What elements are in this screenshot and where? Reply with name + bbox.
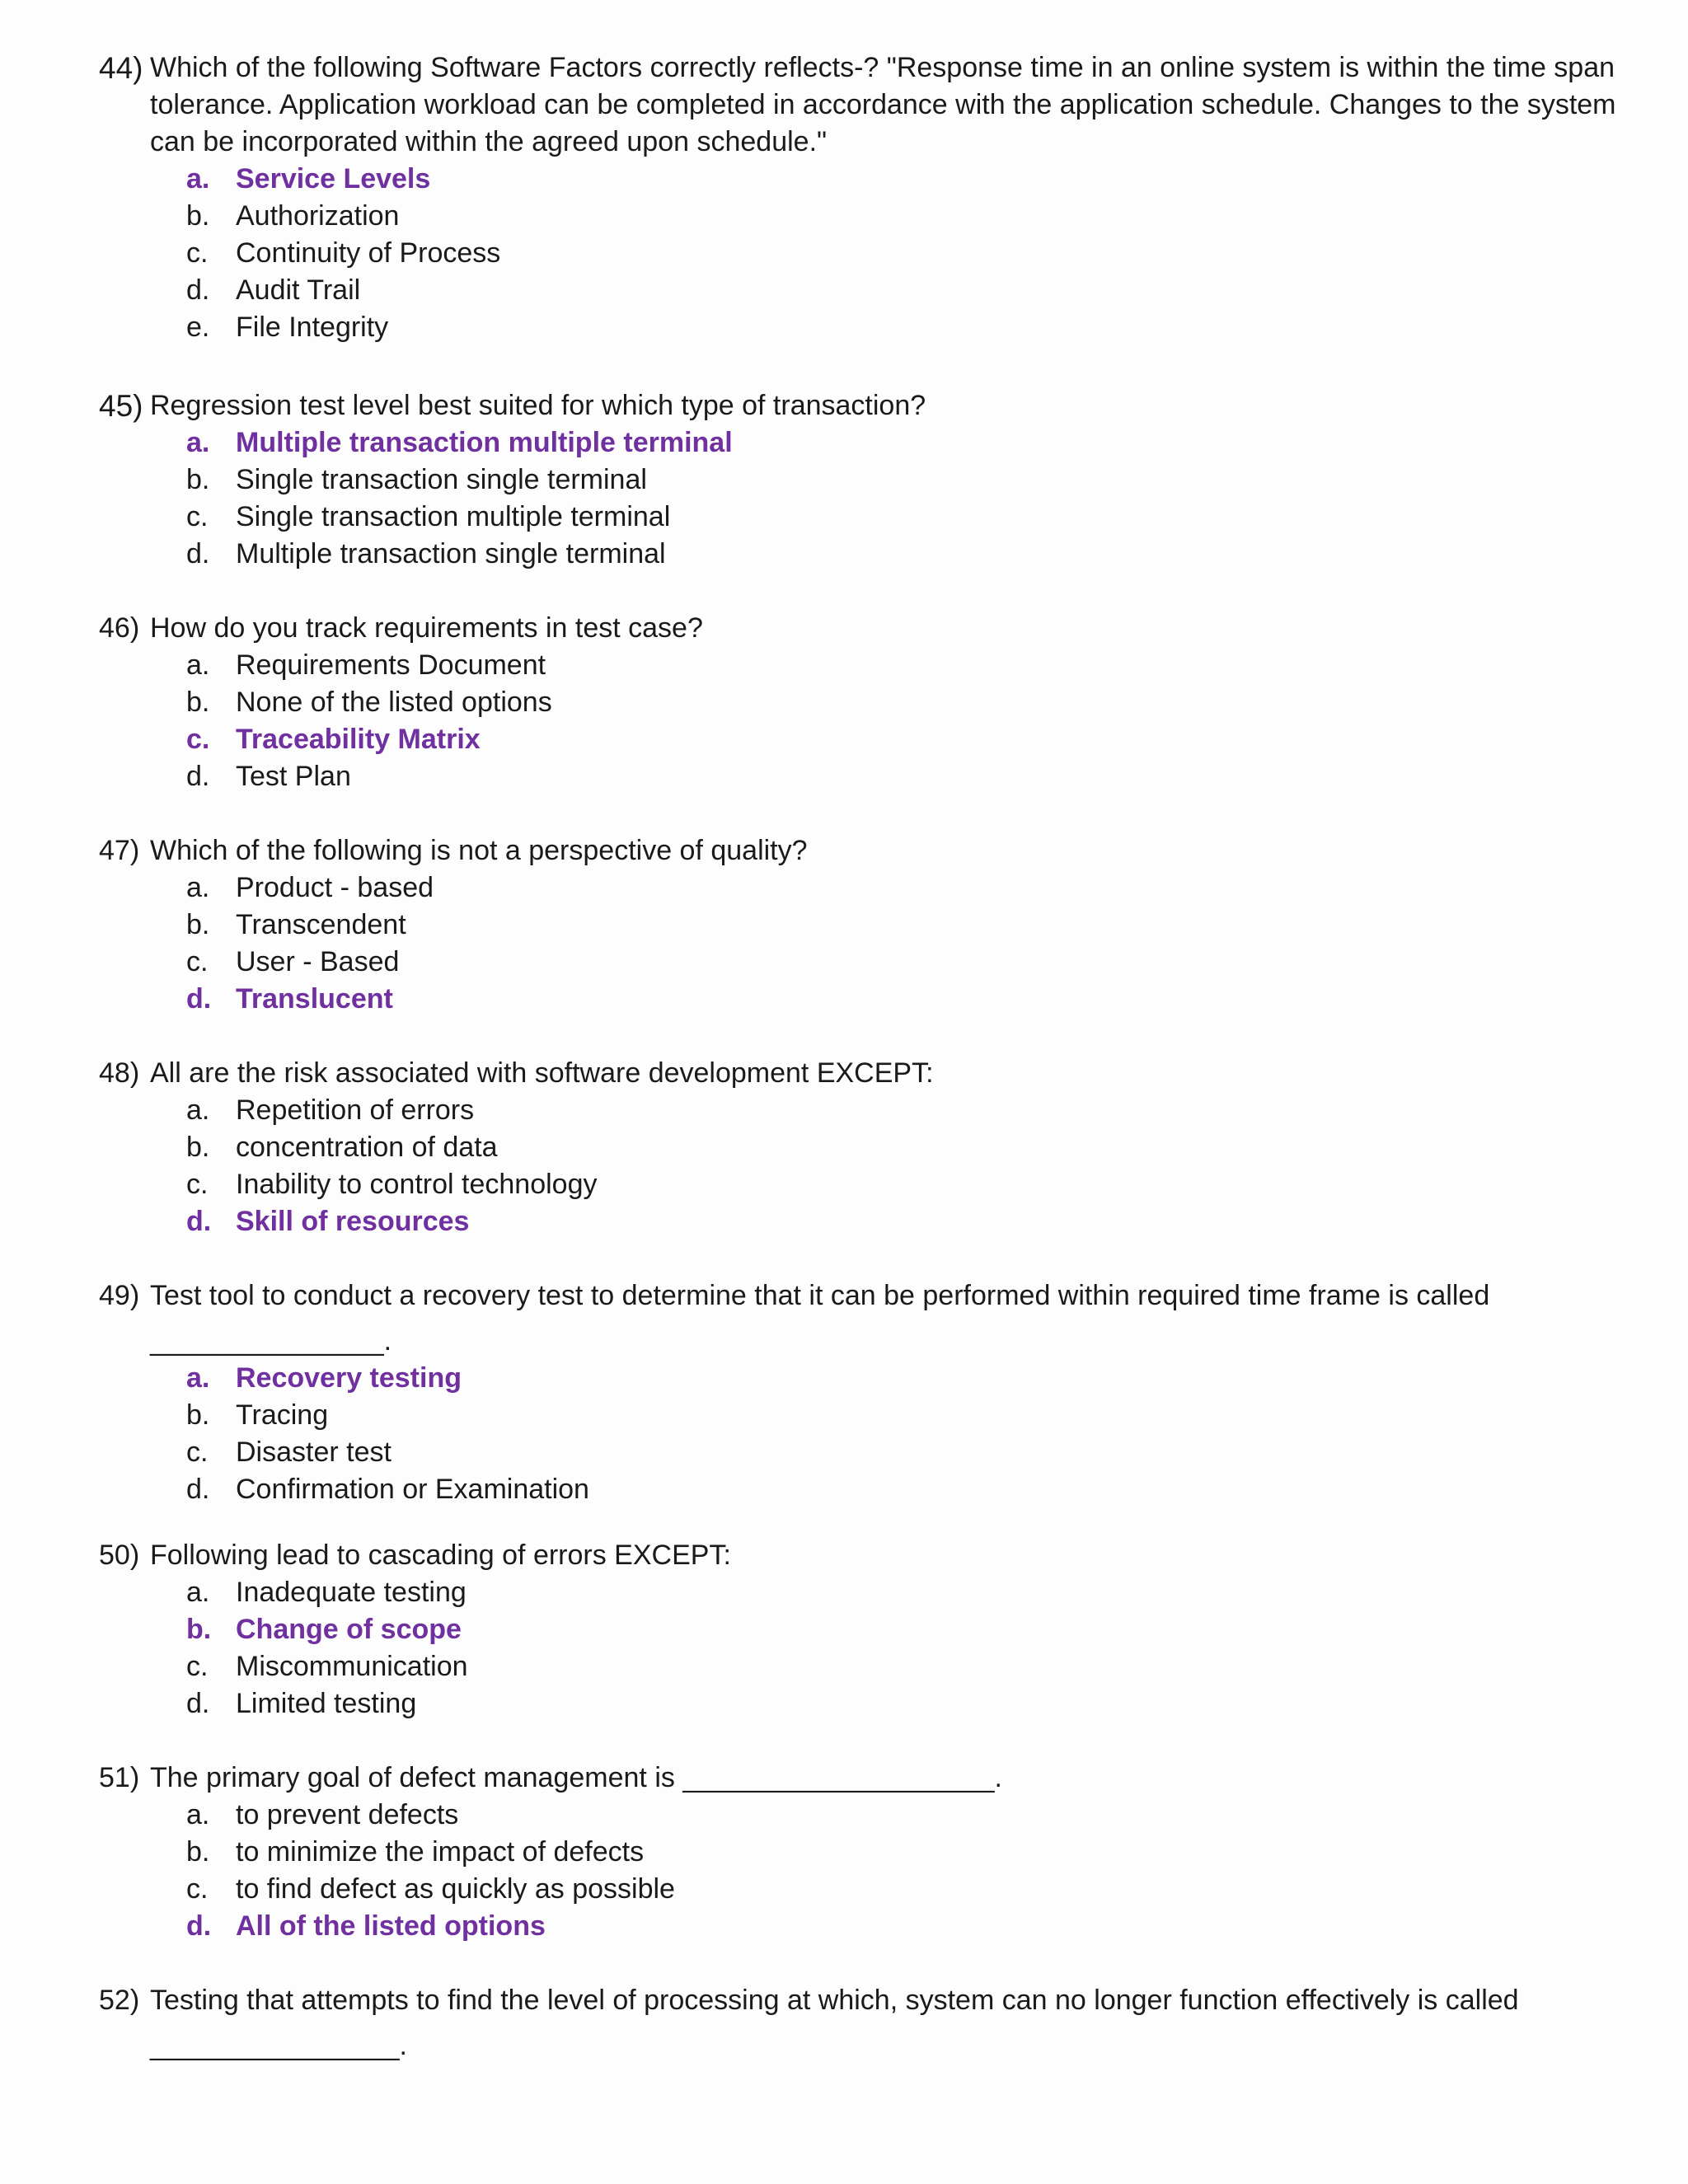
option xyxy=(99,1685,1632,1722)
option-text: Miscommunication xyxy=(236,1651,468,1682)
answer-blank: ________________. xyxy=(150,2030,407,2061)
option-list xyxy=(99,1574,1632,1722)
question-text: Testing that attempts to find the level of processing at which, system can no longer function effectively is called xyxy=(150,1985,1519,2016)
option-letter: b. xyxy=(186,1132,210,1163)
option-letter: c. xyxy=(186,1436,209,1468)
option-letter: a. xyxy=(186,163,210,194)
option xyxy=(99,1797,1632,1834)
option-letter: d. xyxy=(186,538,210,569)
option-letter: d. xyxy=(186,1206,212,1237)
question-number: 48) xyxy=(99,1057,140,1089)
option-text: Inability to control technology xyxy=(236,1169,598,1200)
question-text: Test tool to conduct a recovery test to determine that it can be performed within required time frame is called xyxy=(150,1280,1490,1311)
option-letter: c. xyxy=(186,501,209,532)
option-text: User - Based xyxy=(236,946,400,977)
option-letter: b. xyxy=(186,1614,212,1645)
option xyxy=(99,1434,1632,1471)
option-text: Inadequate testing xyxy=(236,1577,467,1608)
option-letter: a. xyxy=(186,649,210,681)
question-text: The primary goal of defect management is ____________________. xyxy=(150,1762,1002,1793)
option-text: to find defect as quickly as possible xyxy=(236,1873,675,1905)
question-number: 51) xyxy=(99,1762,140,1793)
option-letter: b. xyxy=(186,200,210,232)
option-letter: b. xyxy=(186,687,210,718)
option-text: Service Levels xyxy=(236,163,431,194)
option-letter: b. xyxy=(186,1399,210,1431)
option-text: Audit Trail xyxy=(236,274,361,306)
option-text: Requirements Document xyxy=(236,649,546,681)
option-correct xyxy=(99,981,1632,1018)
option-letter: e. xyxy=(186,312,210,343)
option-list xyxy=(99,1092,1632,1240)
question-50 xyxy=(99,1537,1632,1722)
option-correct xyxy=(99,1360,1632,1397)
option-text: Translucent xyxy=(236,983,393,1015)
option-list xyxy=(99,1797,1632,1945)
question-47 xyxy=(99,832,1632,1018)
option-text: concentration of data xyxy=(236,1132,498,1163)
question-number: 46) xyxy=(99,612,140,644)
option xyxy=(99,1871,1632,1908)
option-letter: d. xyxy=(186,1910,212,1942)
option xyxy=(99,1834,1632,1871)
question-text: Which of the following is not a perspective of quality? xyxy=(150,835,808,866)
option-correct xyxy=(99,1611,1632,1648)
option-correct xyxy=(99,161,1632,198)
question-text: How do you track requirements in test case? xyxy=(150,612,703,644)
option-text: to minimize the impact of defects xyxy=(236,1836,645,1868)
option xyxy=(99,272,1632,309)
option-letter: a. xyxy=(186,1094,210,1126)
question-number: 52) xyxy=(99,1985,140,2016)
question-52 xyxy=(99,1982,1632,2064)
question-51 xyxy=(99,1760,1632,1945)
option-text: Single transaction multiple terminal xyxy=(236,501,671,532)
option-letter: d. xyxy=(186,1474,210,1505)
option-text: Single transaction single terminal xyxy=(236,464,647,495)
option-letter: c. xyxy=(186,946,209,977)
option-text: Product - based xyxy=(236,872,434,903)
question-45 xyxy=(99,387,1632,573)
option-text: None of the listed options xyxy=(236,687,552,718)
option xyxy=(99,1166,1632,1203)
option-text: Confirmation or Examination xyxy=(236,1474,589,1505)
question-number: 44) xyxy=(99,51,143,85)
question-text: Following lead to cascading of errors EXCEPT: xyxy=(150,1540,731,1571)
option-correct xyxy=(99,424,1632,462)
option xyxy=(99,309,1632,346)
option-letter: c. xyxy=(186,1873,209,1905)
option-letter: c. xyxy=(186,1169,209,1200)
option-letter: d. xyxy=(186,274,210,306)
option-letter: a. xyxy=(186,1799,210,1830)
option xyxy=(99,944,1632,981)
option-text: Tracing xyxy=(236,1399,329,1431)
option-text: Limited testing xyxy=(236,1688,417,1719)
option xyxy=(99,647,1632,684)
option-list xyxy=(99,1360,1632,1508)
question-number: 45) xyxy=(99,389,143,423)
question-49 xyxy=(99,1277,1632,1508)
option xyxy=(99,1397,1632,1434)
question-number: 47) xyxy=(99,835,140,866)
question-46 xyxy=(99,610,1632,795)
option-letter: d. xyxy=(186,1688,210,1719)
option xyxy=(99,1129,1632,1166)
option-correct xyxy=(99,1203,1632,1240)
option-letter: b. xyxy=(186,1836,210,1868)
option-correct xyxy=(99,721,1632,758)
option-letter: c. xyxy=(186,724,210,755)
question-48 xyxy=(99,1055,1632,1240)
option xyxy=(99,1092,1632,1129)
option-letter: a. xyxy=(186,872,210,903)
option-letter: d. xyxy=(186,761,210,792)
answer-blank: _______________. xyxy=(150,1325,392,1357)
option-letter: a. xyxy=(186,1362,210,1394)
option-text: Traceability Matrix xyxy=(236,724,481,755)
option-list xyxy=(99,647,1632,795)
option xyxy=(99,1648,1632,1685)
option-text: Change of scope xyxy=(236,1614,462,1645)
option-text: Authorization xyxy=(236,200,400,232)
option-text: Test Plan xyxy=(236,761,351,792)
question-number: 50) xyxy=(99,1540,140,1571)
option xyxy=(99,907,1632,944)
option-letter: c. xyxy=(186,237,209,269)
option-text: Skill of resources xyxy=(236,1206,470,1237)
option-text: Recovery testing xyxy=(236,1362,462,1394)
option-letter: b. xyxy=(186,464,210,495)
question-text: Which of the following Software Factors correctly reflects-? "Response time in an online system is within the time span tolerance. Application workload can be completed in accordance with the application schedule. Changes to the system can be incorporated within the agreed upon schedule." xyxy=(150,52,1616,157)
option-text: Multiple transaction single terminal xyxy=(236,538,666,569)
option xyxy=(99,198,1632,235)
option-text: Disaster test xyxy=(236,1436,392,1468)
option-text: Transcendent xyxy=(236,909,406,940)
option-letter: a. xyxy=(186,427,210,458)
option-list xyxy=(99,161,1632,346)
option-letter: b. xyxy=(186,909,210,940)
option xyxy=(99,1471,1632,1508)
option-list xyxy=(99,869,1632,1018)
option-text: Repetition of errors xyxy=(236,1094,475,1126)
option-letter: d. xyxy=(186,983,212,1015)
option-list xyxy=(99,424,1632,573)
option-text: Continuity of Process xyxy=(236,237,501,269)
option xyxy=(99,684,1632,721)
option-correct xyxy=(99,1908,1632,1945)
option-text: File Integrity xyxy=(236,312,389,343)
question-44 xyxy=(99,49,1632,346)
option-text: All of the listed options xyxy=(236,1910,546,1942)
question-number: 49) xyxy=(99,1280,140,1311)
option xyxy=(99,536,1632,573)
option xyxy=(99,462,1632,499)
option xyxy=(99,1574,1632,1611)
option xyxy=(99,235,1632,272)
option-text: Multiple transaction multiple terminal xyxy=(236,427,733,458)
option-letter: c. xyxy=(186,1651,209,1682)
option xyxy=(99,869,1632,907)
option-letter: a. xyxy=(186,1577,210,1608)
option xyxy=(99,758,1632,795)
option xyxy=(99,499,1632,536)
question-text: Regression test level best suited for which type of transaction? xyxy=(150,390,926,421)
option-text: to prevent defects xyxy=(236,1799,459,1830)
question-text: All are the risk associated with software development EXCEPT: xyxy=(150,1057,934,1089)
